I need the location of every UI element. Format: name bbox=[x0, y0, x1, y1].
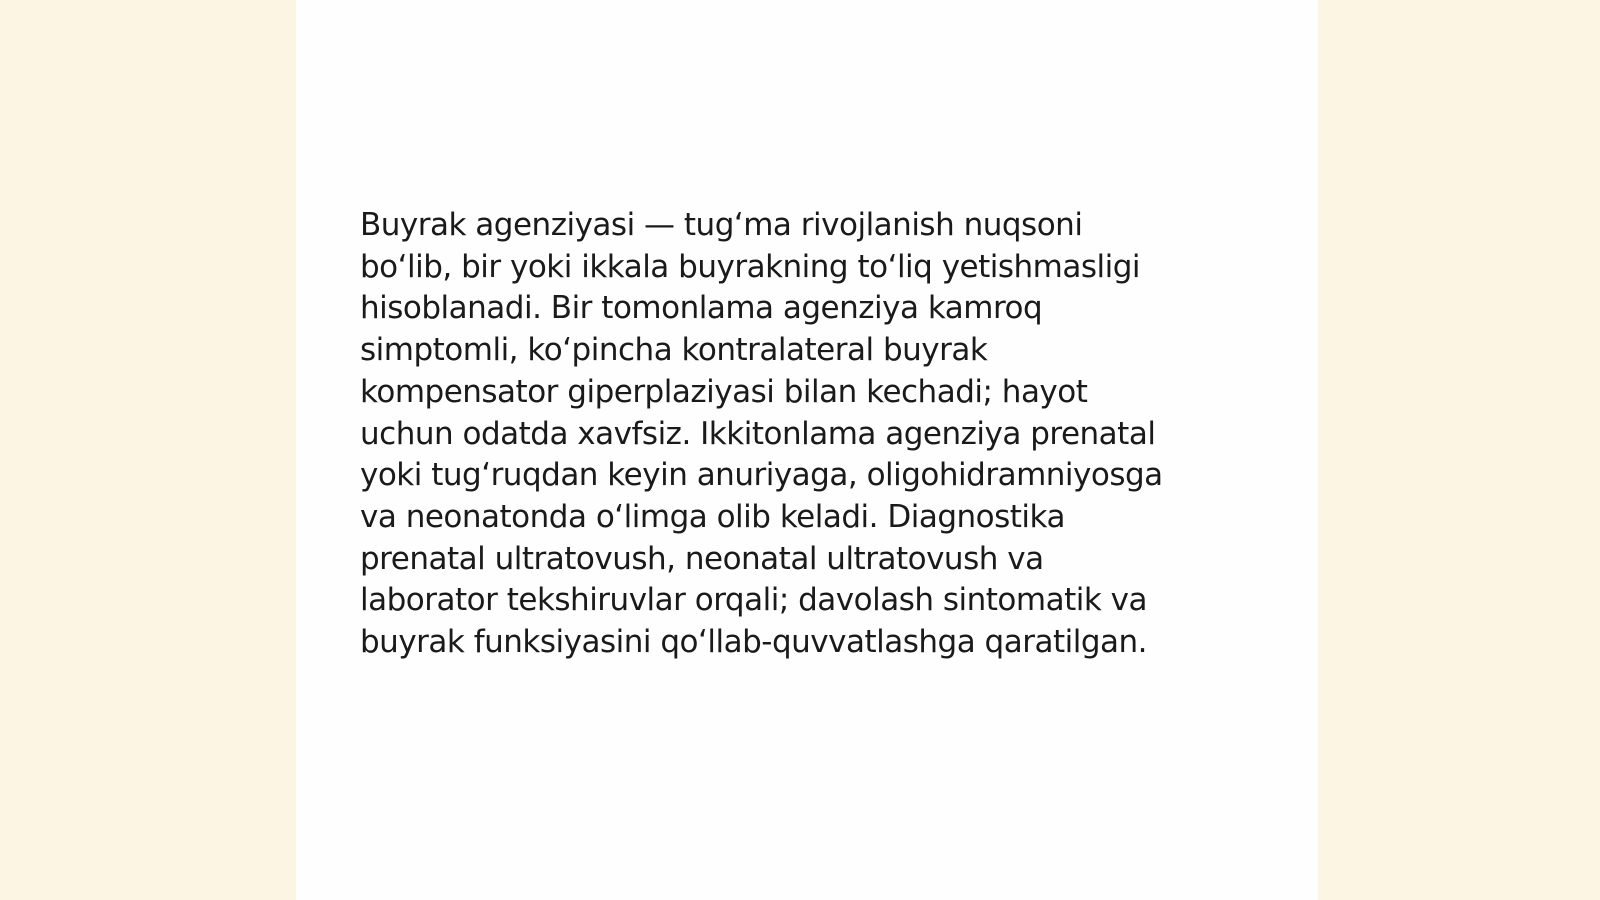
paragraph-line: va neonatonda o‘limga olib keladi. Diagnostika bbox=[360, 498, 1065, 535]
body-paragraph bbox=[360, 205, 1240, 664]
paragraph-line: laborator tekshiruvlar orqali; davolash sintomatik va bbox=[360, 582, 1148, 619]
right-margin-background bbox=[1318, 0, 1600, 900]
paragraph-line: prenatal ultratovush, neonatal ultratovush va bbox=[360, 540, 1044, 577]
left-margin-background bbox=[0, 0, 296, 900]
paragraph-line: Buyrak agenziyasi — tug‘ma rivojlanish nuqsoni bbox=[360, 207, 1083, 243]
paragraph-line: simptomli, ko‘pincha kontralateral buyrak bbox=[360, 332, 988, 369]
paragraph-line: kompensator giperplaziyasi bilan kechadi; hayot bbox=[360, 373, 1088, 410]
paragraph-line: bo‘lib, bir yoki ikkala buyrakning to‘liq yetishmasligi bbox=[360, 248, 1141, 285]
paragraph-line: buyrak funksiyasini qo‘llab-quvvatlashga qaratilgan. bbox=[360, 624, 1148, 661]
paragraph-line: hisoblanadi. Bir tomonlama agenziya kamroq bbox=[360, 290, 1043, 327]
paragraph-line: uchun odatda xavfsiz. Ikkitonlama agenziya prenatal bbox=[360, 415, 1156, 452]
paragraph-line: yoki tug‘ruqdan keyin anuriyaga, oligohidramniyosga bbox=[360, 457, 1163, 494]
